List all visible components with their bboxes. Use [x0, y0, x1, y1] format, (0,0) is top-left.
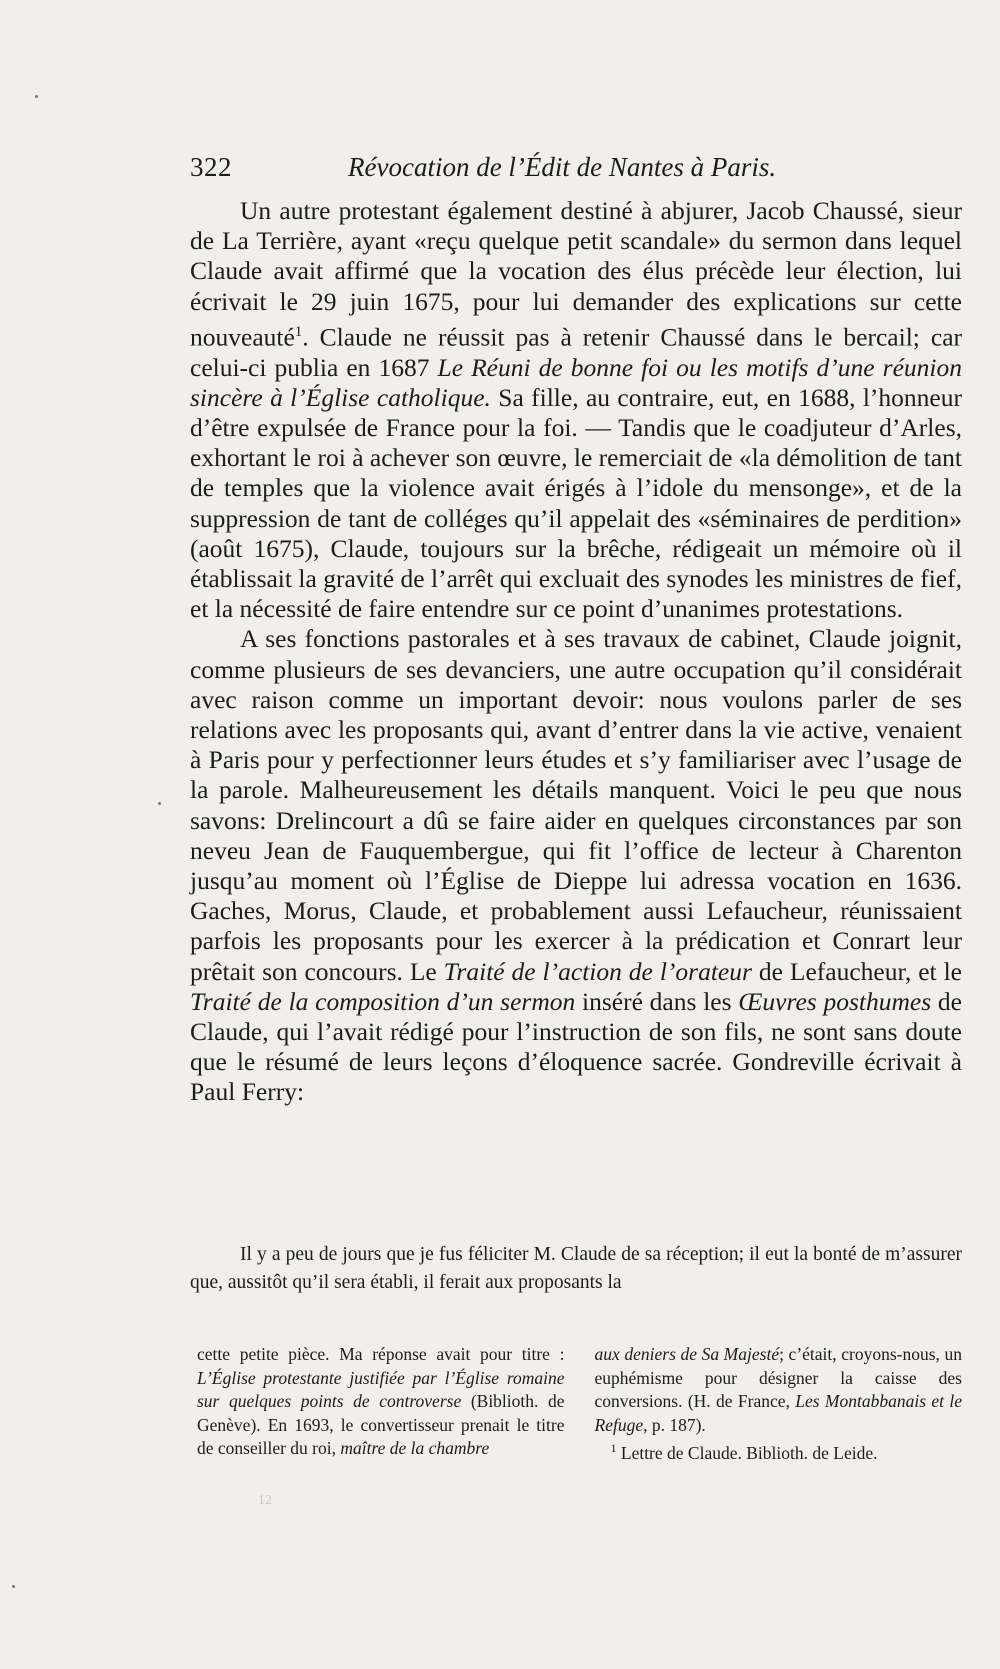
footnote-ref-1: 1 [294, 323, 303, 340]
fn-left-title: L’Église protestante justifiée par l’Église romaine sur quelques points de controverse [197, 1367, 565, 1411]
page-header [190, 152, 800, 192]
paragraph-1 [190, 196, 962, 624]
footnote-1 [595, 1437, 963, 1465]
p2-title-1: Traité de l’action de l’orateur [443, 956, 752, 986]
fn-left-text-b: (Biblioth. de Genève). En 1693, le convertisseur prenait le titre de conseiller du roi, [197, 1391, 565, 1458]
faded-margin-mark: 12 [258, 1493, 272, 1508]
p2-text-b: de Lefaucheur, et le [751, 956, 962, 986]
p1-text-a: Un autre protestant également destiné à abjurer, Jacob Chaussé, sieur de La Terrière, ayant «reçu quelque petit scandale» du sermon dans lequel Claude avait affirmé que la vocation des élus précède leur élection, lui écrivait le 29 juin 1675, pour lui demander des explications sur cette nouveauté [190, 196, 962, 352]
paper-speck [35, 95, 38, 98]
fn-right-text-b: , p. 187). [643, 1414, 706, 1435]
p1-book-title: Le Réuni de bonne foi ou les motifs d’une réunion sincère à l’Église catholique. [190, 352, 962, 412]
quote-text: Il y a peu de jours que je fus féliciter M. Claude de sa réception; il eut la bonté de m’assurer que, aussitôt qu’il sera établi, il ferait aux proposants la [190, 1244, 962, 1293]
p1-text-b: . Claude ne réussit pas à retenir Chaussé dans le bercail; car celui-ci publia en 1687 [190, 322, 962, 382]
main-text [190, 196, 962, 1108]
footnote-1-text: Lettre de Claude. Biblioth. de Leide. [616, 1442, 878, 1463]
footnote-column-right [595, 1343, 963, 1465]
footnote-continuation-left [197, 1343, 565, 1461]
p2-text-a: A ses fonctions pastorales et à ses travaux de cabinet, Claude joignit, comme plusieurs de ses devanciers, une autre occupation qu’il considérait avec raison comme un important devoir: nous voulons parler de ses relations avec les proposants qui, avant d’entrer dans la vie active, venaient à Paris pour y perfectionner leurs études et s’y familiariser avec l’usage de la parole. Malheureusement les détails manquent. Voici le peu que nous savons: Drelincourt a dû se faire aider en quelques circonstances par son neveu Jean de Fauquembergue, qui fit l’office de lecteur à Charenton jusqu’au moment où l’Église de Dieppe lui adressa vocation en 1636. Gaches, Morus, Claude, et probablement aussi Lefaucheur, réunissaient parfois les proposants pour les exercer à la prédication et Conrart leur prêtait son concours. Le [190, 624, 962, 986]
p2-text-d: de Claude, qui l’avait rédigé pour l’instruction de son fils, ne sont sans doute que le résumé de leurs leçons d’éloquence sacrée. Gondreville écrivait à Paul Ferry: [190, 986, 962, 1107]
running-title: Révocation de l’Édit de Nantes à Paris. [348, 152, 777, 182]
fn-right-title: Les Montabbanais et le Refuge [594, 1391, 962, 1435]
page-number: 322 [190, 152, 232, 182]
fn-left-italic-end: maître de la chambre [340, 1438, 490, 1458]
fn-left-text-a: cette petite pièce. Ma réponse avait pour titre : [197, 1344, 565, 1364]
fn-right-italic-start: aux deniers de Sa Majesté [594, 1344, 780, 1364]
fn-right-text-a: ; c’était, croyons-nous, un euphémisme pour désigner la caisse des conversions. (H. de France, [594, 1344, 963, 1411]
p2-text-c: inséré dans les [575, 986, 739, 1016]
footnote-column-left [197, 1343, 565, 1465]
block-quote [190, 1241, 962, 1297]
footnotes [197, 1343, 962, 1465]
paragraph-2 [190, 624, 962, 1107]
paper-speck [12, 1585, 15, 1588]
p2-title-3: Œuvres posthumes [738, 986, 932, 1016]
p2-title-2: Traité de la composition d’un sermon [190, 986, 576, 1016]
footnote-1-mark: 1 [610, 1441, 617, 1455]
footnote-continuation-right [595, 1343, 963, 1437]
paper-speck [158, 802, 161, 805]
p1-text-c: Sa fille, au contraire, eut, en 1688, l’honneur d’être expulsée de France pour la foi. — Tandis que le coadjuteur d’Arles, exhortant le roi à achever son œuvre, le remerciait de «la démolition de tant de temples que la violence avait érigés à l’idole du mensonge», et de la suppression de tant de colléges qu’il appelait des «séminaires de perdition» (août 1675), Claude, toujours sur la brêche, rédigeait un mémoire où il établissait la gravité de l’arrêt qui excluait des synodes les ministres de fief, et la nécessité de faire entendre sur ce point d’unanimes protestations. [190, 382, 962, 624]
